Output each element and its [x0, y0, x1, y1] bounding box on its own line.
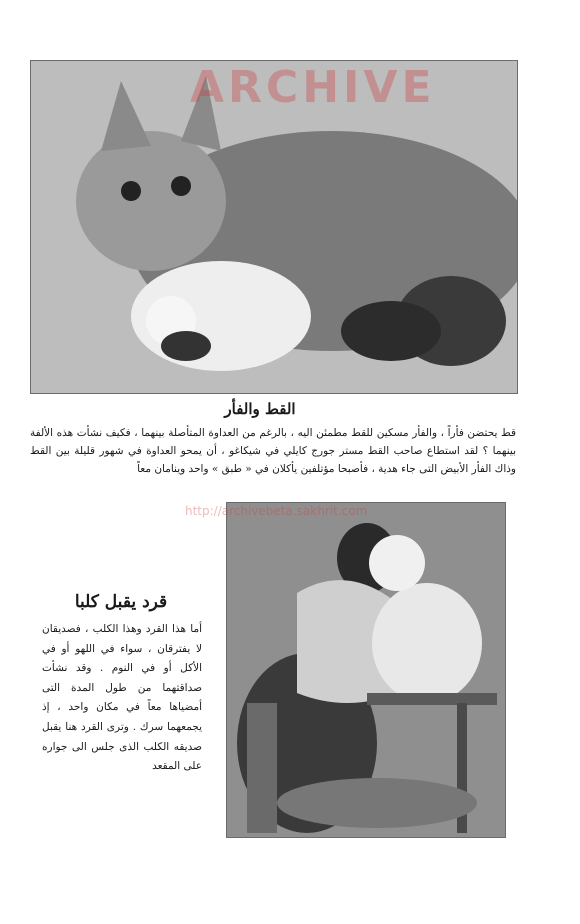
cat-mouse-title: القط والفأر	[224, 400, 296, 418]
archive-url-watermark: http://archivebeta.sakhrit.com	[185, 504, 368, 518]
archive-watermark: ARCHIVE	[190, 62, 436, 113]
monkey-dog-photo	[226, 502, 506, 838]
monkey-dog-illustration	[227, 503, 505, 837]
cat-mouse-paragraph: قط يحتضن فأراً ، والفأر مسكين للقط مطمئن اليه ، بالرغم من العداوة المتأصلة بينهما ، فكيف نشأت هذه الألفة بينهما ؟ لقد استطاع صاحب القط مستر جورج كايلي في شيكاغو ، أن يمحو العداوة في شهور قليلة بين القط وذاك الفأر الأبيض التى جاء هدية ، فأصبحا مؤتلفين يأكلان في « طبق » واحد وينامان معاً	[30, 427, 516, 475]
cat-mouse-photo	[30, 60, 518, 394]
monkey-dog-title: قرد يقبل كلبا	[74, 592, 168, 612]
monkey-dog-paragraph: أما هذا القرد وهذا الكلب ، فصديقان لا يفترقان ، سواء في اللهو أو في الأكل أو في النوم . وقد نشأت صداقتهما من طول المدة التى أمضياها معاً في مكان واحد ، إذ يجمعهما سرك . وترى القرد هنا يقبل صديقه الكلب الذى جلس الى جواره على المقعد	[42, 623, 202, 773]
cat-mouse-illustration	[31, 61, 517, 393]
